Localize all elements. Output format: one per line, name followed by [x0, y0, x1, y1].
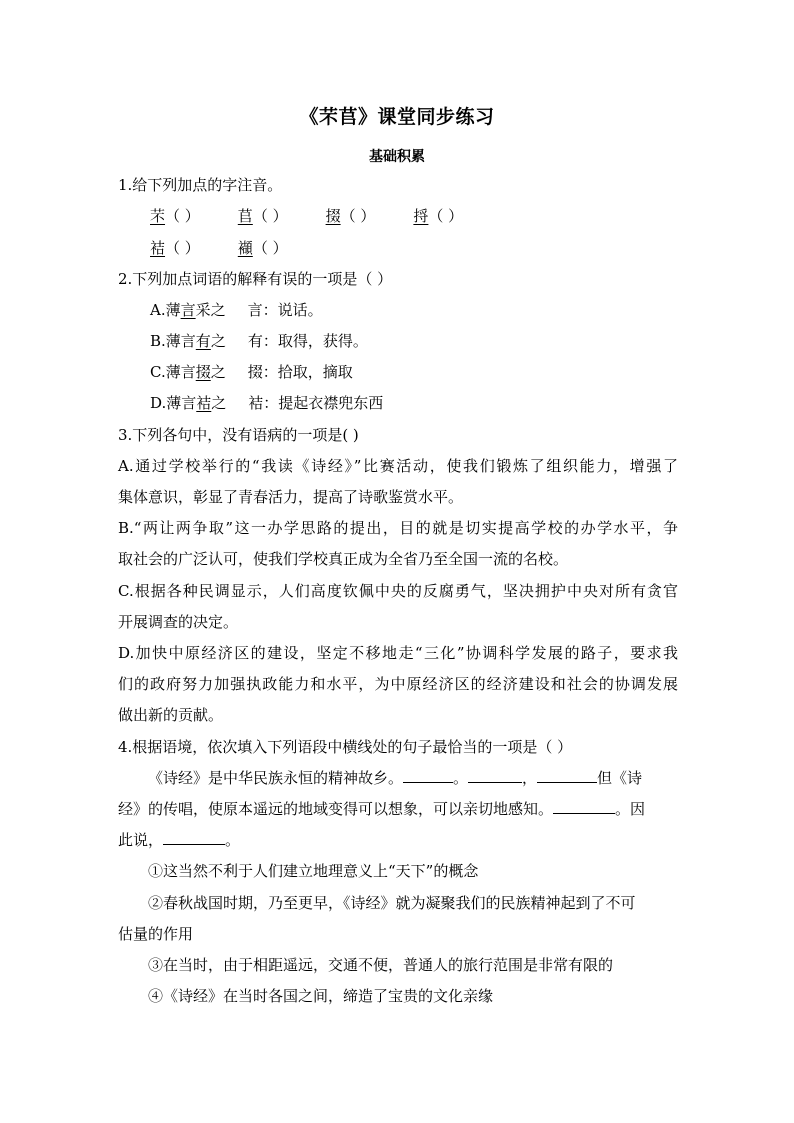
q3-line: 取社会的广泛认可，使我们学校真正成为全省乃至全国一流的名校。: [118, 550, 569, 568]
q1-row-1: [150, 205, 710, 227]
q1-item: 苢（ ）: [237, 207, 288, 225]
page-title: 《芣苢》课堂同步练习: [299, 106, 495, 128]
q2-option-c: C.薄言掇之 掇：拾取，摘取: [150, 363, 353, 381]
q1-item: 襭（ ）: [237, 239, 288, 257]
q2-stem: 2.下列加点词语的解释有误的一项是（ ）: [118, 270, 393, 288]
q1-item: 袺（ ）: [150, 239, 200, 257]
q3-line: C.根据各种民调显示，人们高度钦佩中央的反腐勇气，坚决拥护中央对所有贪官: [118, 582, 678, 600]
q1-row-2: [150, 237, 710, 259]
q1-stem: 1.给下列加点的字注音。: [118, 176, 283, 194]
fill-blank[interactable]: [163, 829, 225, 845]
fill-blank[interactable]: [537, 767, 597, 783]
q4-passage-line-2: 经》的传唱，使原本遥远的地域变得可以想象，可以亲切地感知。 。因: [118, 800, 646, 818]
q2-option-d: D.薄言袺之 袺：提起衣襟兜东西: [150, 394, 384, 412]
fill-blank[interactable]: [468, 767, 522, 783]
section-heading: 基础积累: [369, 149, 425, 165]
fill-blank[interactable]: [403, 767, 453, 783]
q2-option-a: A.薄言采之 言：说话。: [150, 301, 323, 319]
q3-line: 做出新的贡献。: [118, 706, 224, 724]
q4-choice: 估量的作用: [118, 925, 194, 943]
fill-blank[interactable]: [553, 798, 615, 814]
q4-stem: 4.根据语境，依次填入下列语段中横线处的句子最恰当的一项是（ ）: [118, 738, 573, 756]
q3-line: A.通过学校举行的“我读《诗经》”比赛活动，使我们锻炼了组织能力，增强了: [118, 457, 678, 475]
q3-stem: 3.下列各句中，没有语病的一项是( ): [118, 426, 359, 444]
q4-passage-line-3: 此说， 。: [118, 831, 241, 849]
q1-item: 捋（ ）: [413, 207, 464, 225]
q1-item: 掇（ ）: [325, 207, 376, 225]
q4-choice: ①这当然不利于人们建立地理意义上“天下”的概念: [148, 862, 479, 880]
q3-line: 们的政府努力加强执政能力和水平，为中原经济区的经济建设和社会的协调发展: [118, 675, 678, 693]
q4-choice: ④《诗经》在当时各国之间，缔造了宝贵的文化亲缘: [148, 987, 494, 1005]
q2-option-b: B.薄言有之 有：取得，获得。: [150, 332, 368, 350]
q4-choice: ③在当时，由于相距遥远，交通不便，普通人的旅行范围是非常有限的: [148, 956, 614, 974]
q4-choice: ②春秋战国时期，乃至更早，《诗经》就为凝聚我们的民族精神起到了不可: [148, 894, 636, 912]
q3-line: 开展调查的决定。: [118, 613, 239, 631]
q4-passage-line-1: 《诗经》是中华民族永恒的精神故乡。 。 ， 但《诗: [148, 769, 643, 787]
q3-line: 集体意识，彰显了青春活力，提高了诗歌鉴赏水平。: [118, 488, 464, 506]
q3-line: B.“两让两争取”这一办学思路的提出，目的就是切实提高学校的办学水平，争: [118, 519, 678, 537]
q3-line: D.加快中原经济区的建设，坚定不移地走“三化”协调科学发展的路子，要求我: [118, 644, 678, 662]
q1-item: 芣（ ）: [150, 207, 200, 225]
